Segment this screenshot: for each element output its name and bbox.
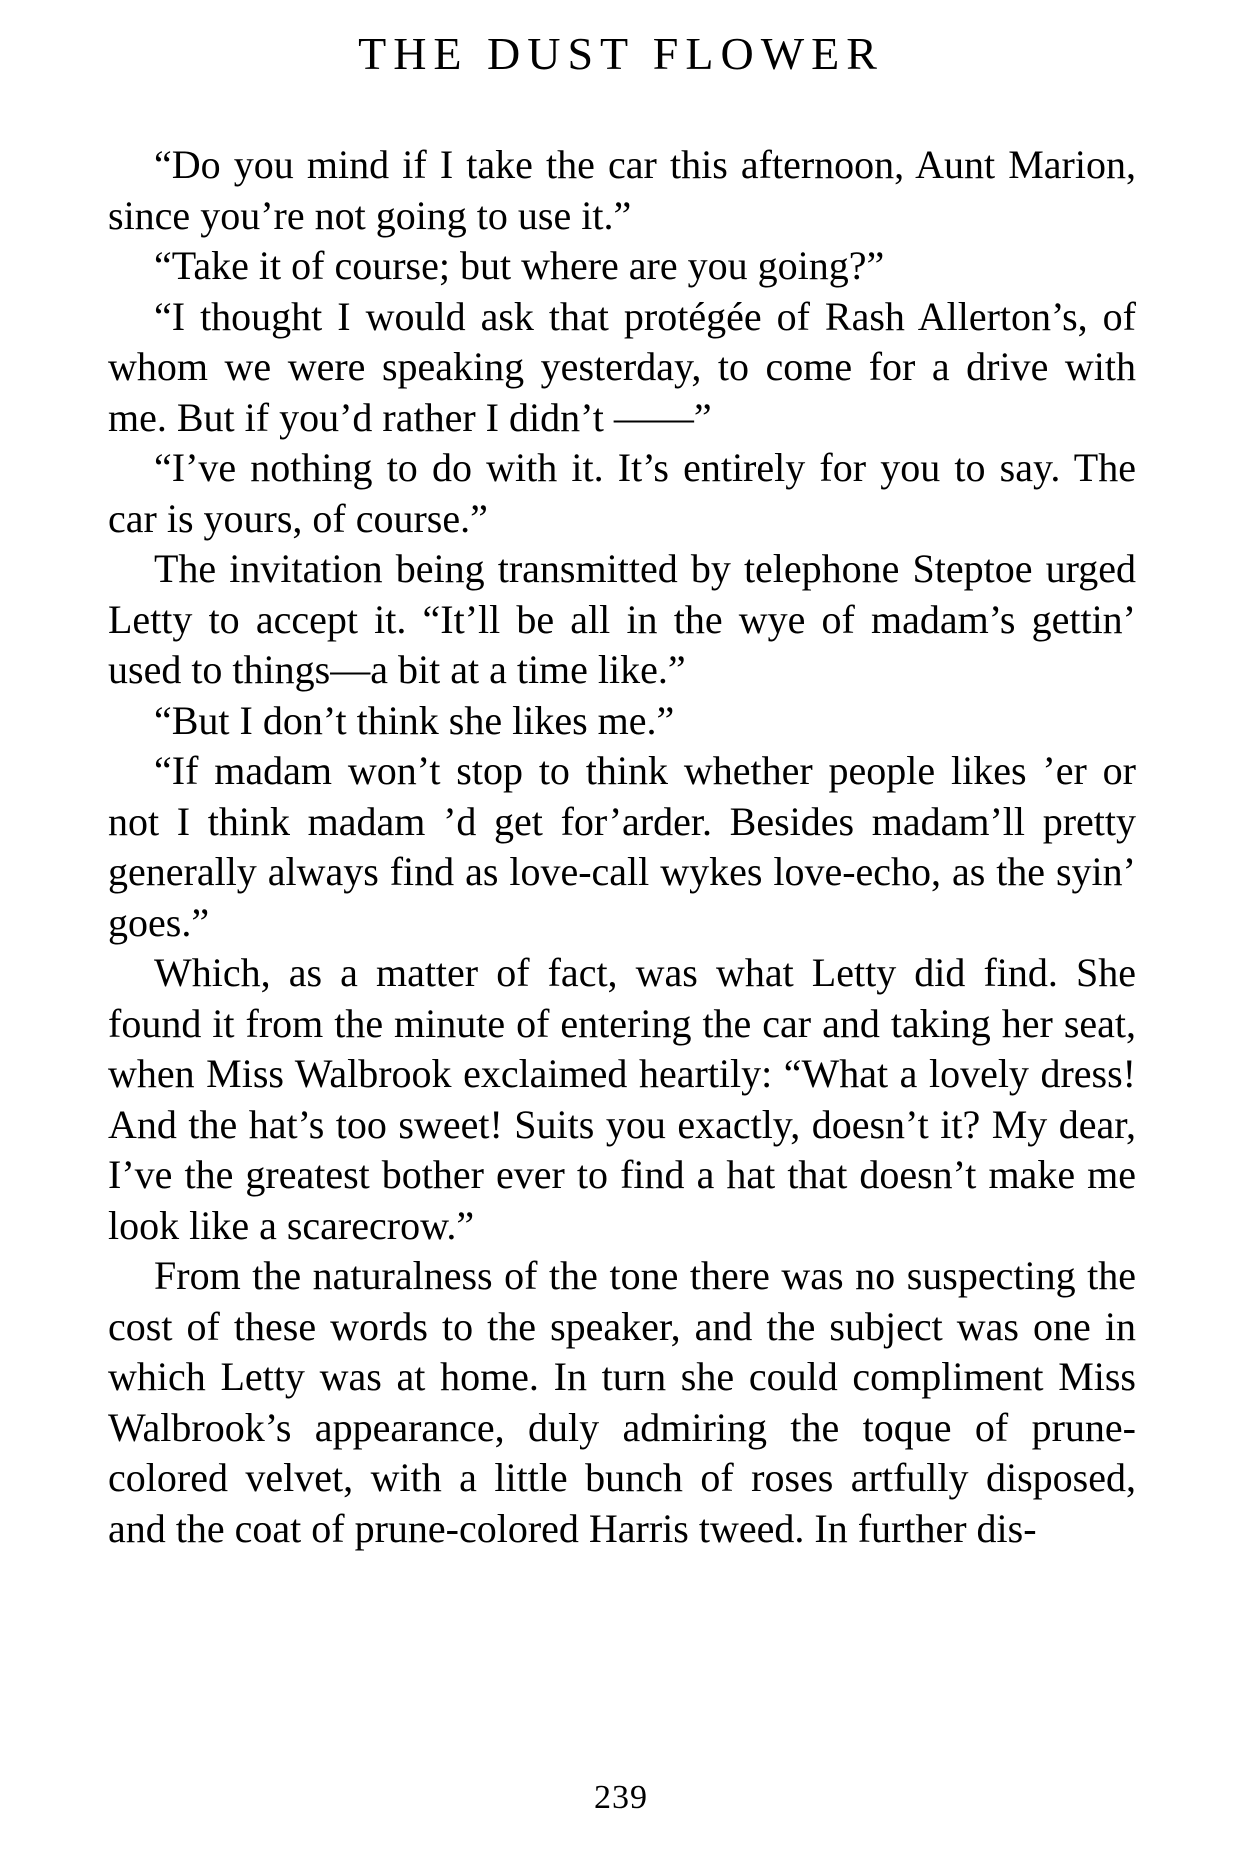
paragraph: The invitation being transmitted by telephone Steptoe urged Letty to accept it. “It’ll be all in the wye of madam’s gettin’ used to things—a bit at a time like.”: [108, 546, 1136, 692]
body-text: [108, 140, 1136, 1554]
paragraph: “Take it of course; but where are you going?”: [154, 243, 885, 288]
paragraph: “If madam won’t stop to think whether people likes ’er or not I think madam ’d get for’arder. Besides madam’ll pretty generally always find as love-call wykes love-echo, as the syin’ goes.”: [108, 748, 1136, 945]
paragraph: “Do you mind if I take the car this afternoon, Aunt Marion, since you’re not going to use it.”: [108, 142, 1136, 238]
paragraph: From the naturalness of the tone there was no suspecting the cost of these words to the speaker, and the subject was one in which Letty was at home. In turn she could compliment Miss Walbrook’s appearance, duly admiring the toque of prune-colored velvet, with a little bunch of roses artfully disposed, and the coat of prune-colored Harris tweed. In further dis-: [108, 1253, 1136, 1551]
paragraph: “I’ve nothing to do with it. It’s entirely for you to say. The car is yours, of course.”: [108, 445, 1136, 541]
page-number: 239: [594, 1779, 648, 1816]
paragraph: “I thought I would ask that protégée of Rash Allerton’s, of whom we were speaking yesterday, to come for a drive with me. But if you’d rather I didn’t ——”: [108, 293, 1136, 440]
paragraph: Which, as a matter of fact, was what Letty did find. She found it from the minute of entering the car and taking her seat, when Miss Walbrook exclaimed heartily: “What a lovely dress! And the hat’s too sweet! Suits you exactly, doesn’t it? My dear, I’ve the greatest bother ever to find a hat that doesn’t make me look like a scarecrow.”: [108, 950, 1136, 1248]
paragraph: “But I don’t think she likes me.”: [154, 697, 675, 743]
running-title: THE DUST FLOWER: [358, 28, 884, 79]
